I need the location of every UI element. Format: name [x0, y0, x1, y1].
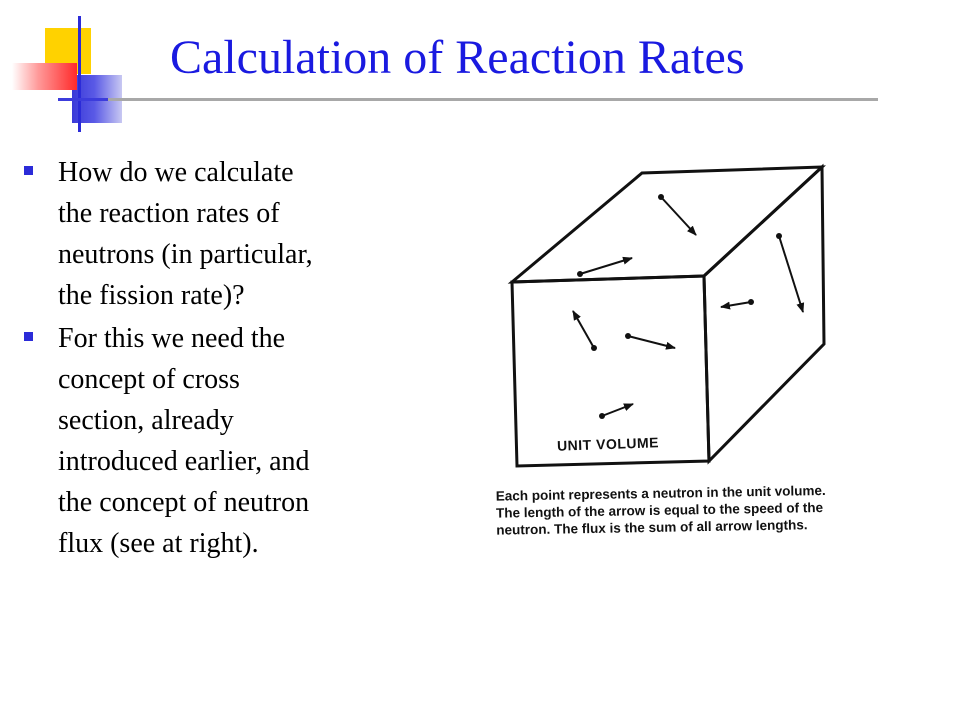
bullet-line: the concept of neutron	[58, 487, 310, 518]
neutron-arrow	[658, 194, 696, 235]
bullet-line: introduced earlier, and	[58, 446, 310, 477]
unit-volume-label: UNIT VOLUME	[556, 434, 660, 454]
caption-line: Each point represents a neutron in the unit volume.	[495, 482, 826, 504]
bullet-square-icon	[24, 332, 33, 341]
caption-line: neutron. The flux is the sum of all arrow lengths.	[496, 517, 808, 538]
bullet-list	[18, 152, 418, 566]
neutron-arrow	[721, 299, 754, 307]
neutron-arrow	[573, 311, 597, 351]
bullet-line: the fission rate)?	[58, 280, 245, 311]
title-underline-accent	[58, 98, 108, 101]
bullet-line: concept of cross	[58, 364, 240, 395]
logo-vertical-line	[78, 16, 81, 132]
bullet-line: section, already	[58, 405, 234, 436]
cube-side-face	[704, 167, 824, 461]
neutron-arrow	[599, 404, 633, 419]
caption-line: The length of the arrow is equal to the speed of the	[495, 499, 824, 521]
title-underline-rule	[58, 98, 878, 101]
bullet-square-icon	[24, 166, 33, 175]
cube-top-face	[512, 167, 822, 282]
bullet-line: How do we calculate	[58, 157, 294, 188]
neutron-arrow	[776, 233, 803, 312]
bullet-line: flux (see at right).	[58, 528, 259, 559]
logo-red-bar	[12, 63, 77, 90]
bullet-line: the reaction rates of	[58, 198, 280, 229]
figure-caption	[496, 480, 917, 538]
bullet-line: neutrons (in particular,	[58, 239, 313, 270]
slide-title: Calculation of Reaction Rates	[170, 31, 745, 84]
neutron-arrow	[625, 333, 675, 348]
bullet-item	[18, 318, 418, 564]
bullet-line: For this we need the	[58, 323, 286, 354]
unit-volume-figure	[420, 140, 940, 560]
neutron-arrow	[577, 258, 632, 277]
bullet-item	[18, 152, 418, 316]
